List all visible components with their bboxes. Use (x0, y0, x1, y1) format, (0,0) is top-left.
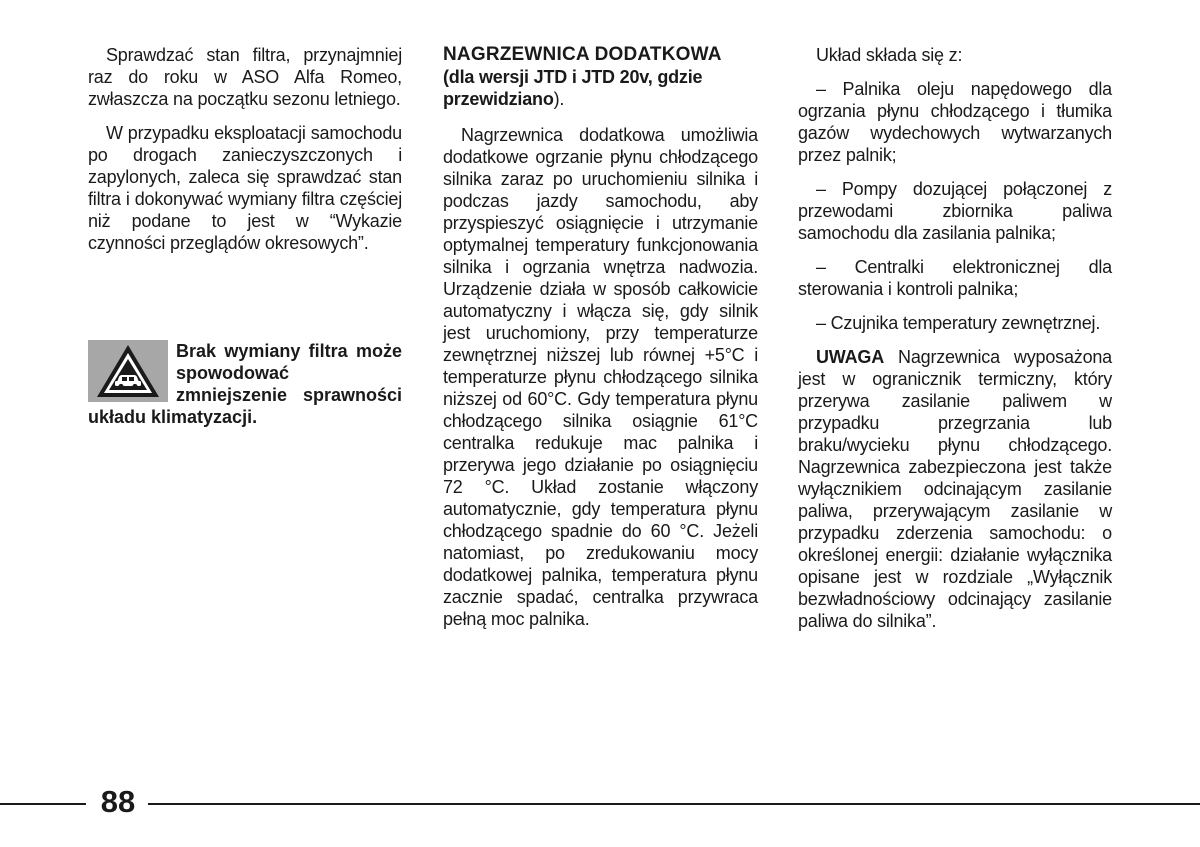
note-label: UWAGA (816, 347, 884, 367)
column-left (88, 44, 402, 266)
heater-description-paragraph: Nagrzewnica dodatkowa umożliwia dodatkowe ogrzanie płynu chłodzącego silnika zaraz po uruchomieniu silnika i podczas jazdy samochodu, aby przyspieszyć osiągnięcie i utrzymanie optymalnej temperatury funkcjonowania silnika i ogrzania wnętrza nadwozia. Urządzenie działa w sposób całkowicie automatyczny i włącza się, gdy silnik jest uruchomiony, przy temperaturze zewnętrznej niższej lub równej +5°C i temperaturze płynu chłodzącego silnika niższej od 60°C. Gdy temperatura płynu chłodzącego silnika osiągnie 61°C centralka redukuje mac palnika i przerywa jego działanie po osiągnięciu 72 °C. Układ zostanie włączony automatycznie, gdy temperatura płynu chłodzącego spadnie do 60 °C. Jeżeli natomiast, po zredukowaniu mocy dodatkowej palnika, temperatura płynu zacznie spadać, centralka przywraca pełną moc palnika. (443, 125, 758, 629)
component-item-control-unit: – Centralki elektronicznej dla sterowania i kontroli palnika; (798, 257, 1112, 299)
subheading-text: (dla wersji JTD i JTD 20v, gdzie przewidziano (443, 67, 703, 109)
component-item-pump: – Pompy dozującej połączonej z przewodami zbiornika paliwa samochodu dla zasilania palnika; (798, 179, 1112, 243)
car-warning-triangle-icon (88, 340, 168, 402)
section-subheading (443, 66, 758, 110)
filter-check-paragraph: Sprawdzać stan filtra, przynajmniej raz do roku w ASO Alfa Romeo, zwłaszcza na początku sezonu letniego. (88, 45, 402, 109)
dusty-roads-paragraph: W przypadku eksploatacji samochodu po drogach zanieczyszczonych i zapylonych, zaleca się sprawdzać stan filtra i dokonywać wymiany filtra częściej niż podane to jest w “Wykazie czynności przeglądów okresowych”. (88, 123, 402, 253)
subheading-tail: ). (553, 89, 565, 109)
footer-rule-right (148, 803, 1200, 805)
component-item-sensor: – Czujnika temperatury zewnętrznej. (816, 313, 1101, 333)
warning-text: Brak wymiany filtra może spowodować zmniejszenie sprawności układu klimatyzacji. (88, 341, 402, 427)
warning-note (88, 340, 402, 428)
note-text: Nagrzewnica wyposażona jest w ogranicznik termiczny, który przerywa zasilanie paliwem w przypadku przegrzania lub braku/wycieku płynu chłodzącego. Nagrzewnica zabezpieczona jest także wyłącznikiem odcinającym zasilanie paliwa, przerywającym zasilanie w przypadku zderzenia samochodu: o określonej energii: działanie wyłącznika opisane jest w rozdziale „Wyłącznik bezwładnościowy odcinający zasilanie paliwa do silnika”. (798, 347, 1112, 631)
section-heading: NAGRZEWNICA DODATKOWA (443, 44, 722, 65)
column-right (798, 44, 1112, 644)
footer-rule-left (0, 803, 86, 805)
note-paragraph (798, 346, 1112, 632)
system-intro: Układ składa się z: (816, 45, 963, 65)
component-item-burner: – Palnika oleju napędowego dla ogrzania płynu chłodzącego i tłumika gazów wydechowych wytwarzanych przez palnik; (798, 79, 1112, 165)
page-number: 88 (100, 784, 136, 819)
column-middle (443, 44, 758, 642)
